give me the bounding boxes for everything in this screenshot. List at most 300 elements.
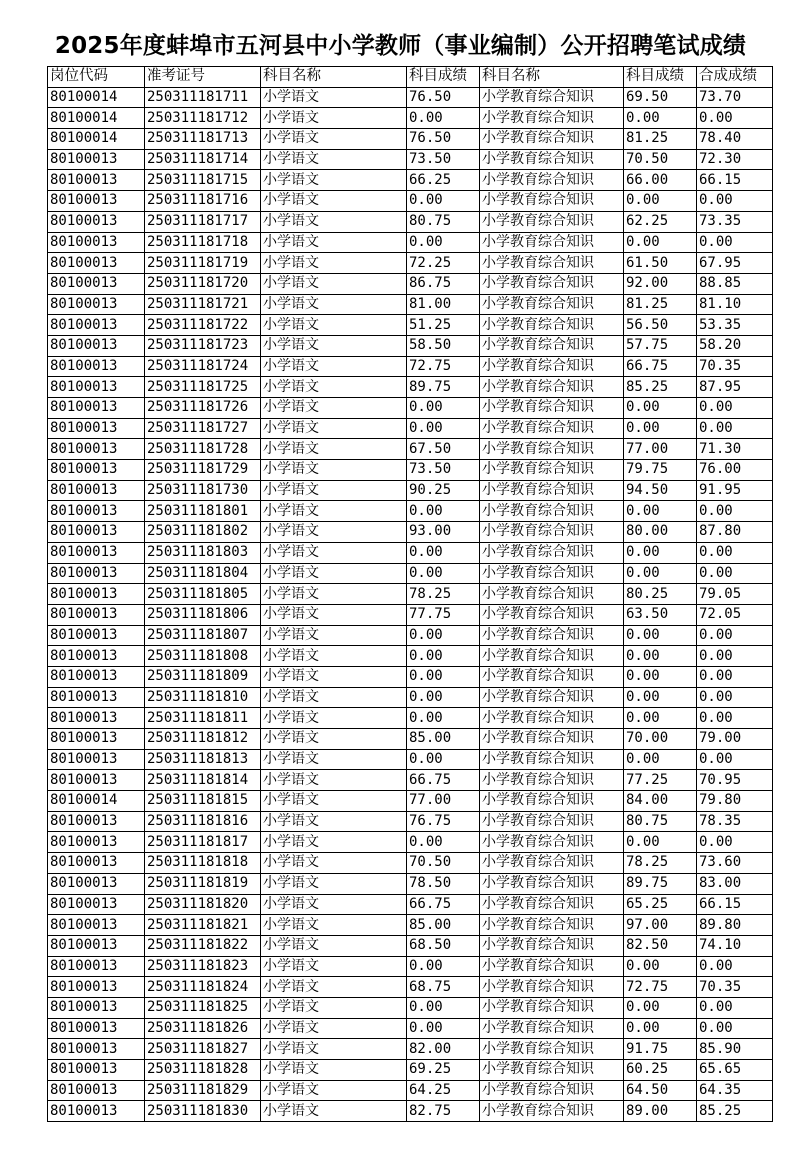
ticket-number-cell: 250311181711 xyxy=(145,87,261,108)
subject-name-1-cell: 小学语文 xyxy=(261,480,407,501)
subject-score-2-cell: 81.25 xyxy=(624,294,697,315)
subject-name-2-cell: 小学教育综合知识 xyxy=(480,977,624,998)
subject-score-1-cell: 58.50 xyxy=(407,335,480,356)
position-code-cell: 80100013 xyxy=(48,398,145,419)
ticket-number-cell: 250311181822 xyxy=(145,935,261,956)
subject-name-2-cell: 小学教育综合知识 xyxy=(480,687,624,708)
subject-score-2-cell: 62.25 xyxy=(624,211,697,232)
subject-name-1-cell: 小学语文 xyxy=(261,315,407,336)
subject-score-1-cell: 73.50 xyxy=(407,149,480,170)
subject-score-2-cell: 64.50 xyxy=(624,1080,697,1101)
table-row xyxy=(48,522,773,543)
table-row xyxy=(48,501,773,522)
subject-score-2-cell: 0.00 xyxy=(624,1018,697,1039)
subject-score-2-cell: 0.00 xyxy=(624,418,697,439)
composite-score-cell: 85.90 xyxy=(697,1039,773,1060)
header-position-code: 岗位代码 xyxy=(48,67,145,88)
subject-score-1-cell: 90.25 xyxy=(407,480,480,501)
position-code-cell: 80100013 xyxy=(48,439,145,460)
subject-name-1-cell: 小学语文 xyxy=(261,232,407,253)
table-row xyxy=(48,1101,773,1122)
subject-score-2-cell: 84.00 xyxy=(624,791,697,812)
ticket-number-cell: 250311181825 xyxy=(145,997,261,1018)
ticket-number-cell: 250311181721 xyxy=(145,294,261,315)
table-row xyxy=(48,935,773,956)
ticket-number-cell: 250311181806 xyxy=(145,604,261,625)
table-row xyxy=(48,915,773,936)
table-row xyxy=(48,129,773,150)
subject-score-1-cell: 0.00 xyxy=(407,542,480,563)
subject-name-2-cell: 小学教育综合知识 xyxy=(480,542,624,563)
subject-name-1-cell: 小学语文 xyxy=(261,1101,407,1122)
subject-name-2-cell: 小学教育综合知识 xyxy=(480,708,624,729)
ticket-number-cell: 250311181713 xyxy=(145,129,261,150)
subject-name-2-cell: 小学教育综合知识 xyxy=(480,666,624,687)
composite-score-cell: 91.95 xyxy=(697,480,773,501)
subject-name-1-cell: 小学语文 xyxy=(261,666,407,687)
subject-name-2-cell: 小学教育综合知识 xyxy=(480,563,624,584)
subject-name-2-cell: 小学教育综合知识 xyxy=(480,191,624,212)
subject-name-2-cell: 小学教育综合知识 xyxy=(480,418,624,439)
subject-name-2-cell: 小学教育综合知识 xyxy=(480,522,624,543)
ticket-number-cell: 250311181819 xyxy=(145,873,261,894)
position-code-cell: 80100013 xyxy=(48,708,145,729)
subject-score-2-cell: 0.00 xyxy=(624,501,697,522)
subject-name-2-cell: 小学教育综合知识 xyxy=(480,832,624,853)
subject-score-2-cell: 85.25 xyxy=(624,377,697,398)
subject-name-1-cell: 小学语文 xyxy=(261,294,407,315)
position-code-cell: 80100013 xyxy=(48,149,145,170)
subject-score-1-cell: 66.75 xyxy=(407,894,480,915)
subject-name-1-cell: 小学语文 xyxy=(261,687,407,708)
subject-name-1-cell: 小学语文 xyxy=(261,108,407,129)
composite-score-cell: 72.30 xyxy=(697,149,773,170)
ticket-number-cell: 250311181724 xyxy=(145,356,261,377)
subject-name-2-cell: 小学教育综合知识 xyxy=(480,439,624,460)
subject-score-2-cell: 70.50 xyxy=(624,149,697,170)
ticket-number-cell: 250311181820 xyxy=(145,894,261,915)
position-code-cell: 80100013 xyxy=(48,211,145,232)
subject-name-2-cell: 小学教育综合知识 xyxy=(480,625,624,646)
composite-score-cell: 76.00 xyxy=(697,460,773,481)
position-code-cell: 80100013 xyxy=(48,191,145,212)
subject-score-2-cell: 0.00 xyxy=(624,563,697,584)
table-row xyxy=(48,997,773,1018)
subject-score-1-cell: 0.00 xyxy=(407,687,480,708)
subject-score-1-cell: 66.25 xyxy=(407,170,480,191)
ticket-number-cell: 250311181807 xyxy=(145,625,261,646)
ticket-number-cell: 250311181730 xyxy=(145,480,261,501)
ticket-number-cell: 250311181718 xyxy=(145,232,261,253)
scores-table xyxy=(47,66,773,1122)
subject-name-2-cell: 小学教育综合知识 xyxy=(480,1060,624,1081)
composite-score-cell: 0.00 xyxy=(697,666,773,687)
subject-name-2-cell: 小学教育综合知识 xyxy=(480,294,624,315)
table-row xyxy=(48,687,773,708)
ticket-number-cell: 250311181824 xyxy=(145,977,261,998)
subject-score-1-cell: 86.75 xyxy=(407,273,480,294)
position-code-cell: 80100014 xyxy=(48,129,145,150)
header-subject-score-1: 科目成绩 xyxy=(407,67,480,88)
composite-score-cell: 0.00 xyxy=(697,646,773,667)
subject-name-1-cell: 小学语文 xyxy=(261,377,407,398)
table-row xyxy=(48,480,773,501)
subject-name-2-cell: 小学教育综合知识 xyxy=(480,273,624,294)
subject-name-2-cell: 小学教育综合知识 xyxy=(480,604,624,625)
subject-score-1-cell: 0.00 xyxy=(407,108,480,129)
subject-name-2-cell: 小学教育综合知识 xyxy=(480,460,624,481)
subject-score-2-cell: 0.00 xyxy=(624,997,697,1018)
ticket-number-cell: 250311181829 xyxy=(145,1080,261,1101)
subject-score-1-cell: 64.25 xyxy=(407,1080,480,1101)
subject-score-2-cell: 56.50 xyxy=(624,315,697,336)
ticket-number-cell: 250311181719 xyxy=(145,253,261,274)
composite-score-cell: 87.80 xyxy=(697,522,773,543)
composite-score-cell: 79.05 xyxy=(697,584,773,605)
subject-name-2-cell: 小学教育综合知识 xyxy=(480,935,624,956)
subject-score-1-cell: 0.00 xyxy=(407,501,480,522)
position-code-cell: 80100013 xyxy=(48,625,145,646)
position-code-cell: 80100013 xyxy=(48,666,145,687)
ticket-number-cell: 250311181728 xyxy=(145,439,261,460)
subject-score-1-cell: 78.25 xyxy=(407,584,480,605)
ticket-number-cell: 250311181712 xyxy=(145,108,261,129)
ticket-number-cell: 250311181715 xyxy=(145,170,261,191)
ticket-number-cell: 250311181803 xyxy=(145,542,261,563)
table-row xyxy=(48,1039,773,1060)
table-row xyxy=(48,211,773,232)
composite-score-cell: 64.35 xyxy=(697,1080,773,1101)
ticket-number-cell: 250311181826 xyxy=(145,1018,261,1039)
subject-score-1-cell: 73.50 xyxy=(407,460,480,481)
composite-score-cell: 72.05 xyxy=(697,604,773,625)
subject-score-2-cell: 69.50 xyxy=(624,87,697,108)
table-row xyxy=(48,666,773,687)
subject-name-1-cell: 小学语文 xyxy=(261,149,407,170)
subject-score-1-cell: 70.50 xyxy=(407,853,480,874)
table-row xyxy=(48,253,773,274)
subject-name-2-cell: 小学教育综合知识 xyxy=(480,129,624,150)
composite-score-cell: 67.95 xyxy=(697,253,773,274)
subject-score-1-cell: 76.75 xyxy=(407,811,480,832)
position-code-cell: 80100013 xyxy=(48,377,145,398)
position-code-cell: 80100013 xyxy=(48,894,145,915)
subject-name-2-cell: 小学教育综合知识 xyxy=(480,211,624,232)
table-row xyxy=(48,791,773,812)
ticket-number-cell: 250311181729 xyxy=(145,460,261,481)
subject-name-1-cell: 小学语文 xyxy=(261,625,407,646)
ticket-number-cell: 250311181813 xyxy=(145,749,261,770)
subject-name-1-cell: 小学语文 xyxy=(261,646,407,667)
composite-score-cell: 53.35 xyxy=(697,315,773,336)
subject-score-2-cell: 60.25 xyxy=(624,1060,697,1081)
subject-score-2-cell: 66.00 xyxy=(624,170,697,191)
subject-name-1-cell: 小学语文 xyxy=(261,87,407,108)
table-row xyxy=(48,356,773,377)
subject-name-1-cell: 小学语文 xyxy=(261,418,407,439)
position-code-cell: 80100013 xyxy=(48,460,145,481)
subject-name-2-cell: 小学教育综合知识 xyxy=(480,149,624,170)
subject-score-2-cell: 81.25 xyxy=(624,129,697,150)
ticket-number-cell: 250311181717 xyxy=(145,211,261,232)
composite-score-cell: 0.00 xyxy=(697,997,773,1018)
position-code-cell: 80100013 xyxy=(48,1101,145,1122)
position-code-cell: 80100013 xyxy=(48,749,145,770)
ticket-number-cell: 250311181809 xyxy=(145,666,261,687)
subject-score-2-cell: 89.00 xyxy=(624,1101,697,1122)
subject-name-1-cell: 小学语文 xyxy=(261,460,407,481)
subject-score-1-cell: 66.75 xyxy=(407,770,480,791)
subject-score-2-cell: 0.00 xyxy=(624,666,697,687)
composite-score-cell: 79.00 xyxy=(697,729,773,750)
subject-score-1-cell: 85.00 xyxy=(407,729,480,750)
subject-name-2-cell: 小学教育综合知识 xyxy=(480,749,624,770)
position-code-cell: 80100013 xyxy=(48,687,145,708)
composite-score-cell: 0.00 xyxy=(697,232,773,253)
composite-score-cell: 79.80 xyxy=(697,791,773,812)
position-code-cell: 80100013 xyxy=(48,770,145,791)
subject-name-1-cell: 小学语文 xyxy=(261,129,407,150)
subject-name-2-cell: 小学教育综合知识 xyxy=(480,915,624,936)
subject-name-2-cell: 小学教育综合知识 xyxy=(480,480,624,501)
subject-name-1-cell: 小学语文 xyxy=(261,708,407,729)
subject-score-1-cell: 0.00 xyxy=(407,398,480,419)
composite-score-cell: 0.00 xyxy=(697,542,773,563)
subject-score-1-cell: 76.50 xyxy=(407,129,480,150)
subject-score-2-cell: 0.00 xyxy=(624,232,697,253)
subject-name-2-cell: 小学教育综合知识 xyxy=(480,170,624,191)
table-row xyxy=(48,1018,773,1039)
table-row xyxy=(48,335,773,356)
table-row xyxy=(48,584,773,605)
subject-score-1-cell: 77.00 xyxy=(407,791,480,812)
table-row xyxy=(48,273,773,294)
composite-score-cell: 71.30 xyxy=(697,439,773,460)
composite-score-cell: 0.00 xyxy=(697,708,773,729)
subject-score-2-cell: 0.00 xyxy=(624,191,697,212)
subject-score-1-cell: 0.00 xyxy=(407,1018,480,1039)
table-row xyxy=(48,770,773,791)
subject-score-1-cell: 72.25 xyxy=(407,253,480,274)
position-code-cell: 80100013 xyxy=(48,232,145,253)
subject-score-1-cell: 0.00 xyxy=(407,708,480,729)
table-row xyxy=(48,894,773,915)
header-subject-name-1: 科目名称 xyxy=(261,67,407,88)
subject-name-2-cell: 小学教育综合知识 xyxy=(480,873,624,894)
ticket-number-cell: 250311181818 xyxy=(145,853,261,874)
subject-name-1-cell: 小学语文 xyxy=(261,191,407,212)
subject-score-2-cell: 0.00 xyxy=(624,687,697,708)
subject-name-2-cell: 小学教育综合知识 xyxy=(480,108,624,129)
subject-name-1-cell: 小学语文 xyxy=(261,563,407,584)
subject-score-2-cell: 94.50 xyxy=(624,480,697,501)
subject-score-1-cell: 0.00 xyxy=(407,625,480,646)
composite-score-cell: 87.95 xyxy=(697,377,773,398)
position-code-cell: 80100014 xyxy=(48,87,145,108)
position-code-cell: 80100013 xyxy=(48,584,145,605)
position-code-cell: 80100013 xyxy=(48,418,145,439)
subject-name-1-cell: 小学语文 xyxy=(261,873,407,894)
subject-name-2-cell: 小学教育综合知识 xyxy=(480,232,624,253)
subject-score-2-cell: 89.75 xyxy=(624,873,697,894)
subject-score-1-cell: 77.75 xyxy=(407,604,480,625)
subject-score-2-cell: 0.00 xyxy=(624,832,697,853)
subject-name-1-cell: 小学语文 xyxy=(261,853,407,874)
table-row xyxy=(48,149,773,170)
ticket-number-cell: 250311181726 xyxy=(145,398,261,419)
composite-score-cell: 81.10 xyxy=(697,294,773,315)
subject-score-2-cell: 80.25 xyxy=(624,584,697,605)
composite-score-cell: 0.00 xyxy=(697,749,773,770)
position-code-cell: 80100014 xyxy=(48,791,145,812)
subject-name-1-cell: 小学语文 xyxy=(261,935,407,956)
ticket-number-cell: 250311181722 xyxy=(145,315,261,336)
subject-name-1-cell: 小学语文 xyxy=(261,335,407,356)
subject-name-2-cell: 小学教育综合知识 xyxy=(480,1080,624,1101)
table-row xyxy=(48,749,773,770)
ticket-number-cell: 250311181827 xyxy=(145,1039,261,1060)
subject-score-2-cell: 0.00 xyxy=(624,708,697,729)
table-body xyxy=(48,87,773,1121)
position-code-cell: 80100013 xyxy=(48,997,145,1018)
subject-name-1-cell: 小学语文 xyxy=(261,501,407,522)
subject-name-2-cell: 小学教育综合知识 xyxy=(480,729,624,750)
table-row xyxy=(48,977,773,998)
table-row xyxy=(48,1060,773,1081)
subject-score-2-cell: 79.75 xyxy=(624,460,697,481)
subject-score-1-cell: 0.00 xyxy=(407,997,480,1018)
subject-score-2-cell: 77.25 xyxy=(624,770,697,791)
subject-score-2-cell: 78.25 xyxy=(624,853,697,874)
table-row xyxy=(48,315,773,336)
subject-score-2-cell: 0.00 xyxy=(624,749,697,770)
ticket-number-cell: 250311181828 xyxy=(145,1060,261,1081)
subject-name-1-cell: 小学语文 xyxy=(261,770,407,791)
subject-score-2-cell: 0.00 xyxy=(624,646,697,667)
subject-score-1-cell: 51.25 xyxy=(407,315,480,336)
subject-name-2-cell: 小学教育综合知识 xyxy=(480,87,624,108)
ticket-number-cell: 250311181810 xyxy=(145,687,261,708)
table-row xyxy=(48,398,773,419)
composite-score-cell: 0.00 xyxy=(697,563,773,584)
composite-score-cell: 0.00 xyxy=(697,687,773,708)
subject-name-1-cell: 小学语文 xyxy=(261,170,407,191)
subject-score-2-cell: 82.50 xyxy=(624,935,697,956)
composite-score-cell: 0.00 xyxy=(697,832,773,853)
subject-score-1-cell: 0.00 xyxy=(407,646,480,667)
subject-name-2-cell: 小学教育综合知识 xyxy=(480,356,624,377)
subject-name-1-cell: 小学语文 xyxy=(261,584,407,605)
composite-score-cell: 73.70 xyxy=(697,87,773,108)
subject-name-1-cell: 小学语文 xyxy=(261,1080,407,1101)
table-row xyxy=(48,170,773,191)
table-row xyxy=(48,956,773,977)
position-code-cell: 80100013 xyxy=(48,604,145,625)
ticket-number-cell: 250311181802 xyxy=(145,522,261,543)
position-code-cell: 80100013 xyxy=(48,1080,145,1101)
position-code-cell: 80100013 xyxy=(48,1039,145,1060)
ticket-number-cell: 250311181808 xyxy=(145,646,261,667)
table-row xyxy=(48,418,773,439)
table-header-row xyxy=(48,67,773,88)
position-code-cell: 80100013 xyxy=(48,480,145,501)
position-code-cell: 80100013 xyxy=(48,356,145,377)
ticket-number-cell: 250311181727 xyxy=(145,418,261,439)
position-code-cell: 80100013 xyxy=(48,956,145,977)
table-row xyxy=(48,832,773,853)
subject-score-2-cell: 80.75 xyxy=(624,811,697,832)
table-row xyxy=(48,811,773,832)
position-code-cell: 80100013 xyxy=(48,935,145,956)
ticket-number-cell: 250311181723 xyxy=(145,335,261,356)
header-subject-score-2: 科目成绩 xyxy=(624,67,697,88)
subject-name-2-cell: 小学教育综合知识 xyxy=(480,1101,624,1122)
table-row xyxy=(48,439,773,460)
subject-score-1-cell: 82.75 xyxy=(407,1101,480,1122)
subject-name-2-cell: 小学教育综合知识 xyxy=(480,811,624,832)
table-row xyxy=(48,377,773,398)
composite-score-cell: 0.00 xyxy=(697,1018,773,1039)
subject-name-2-cell: 小学教育综合知识 xyxy=(480,853,624,874)
table-row xyxy=(48,873,773,894)
subject-name-2-cell: 小学教育综合知识 xyxy=(480,646,624,667)
composite-score-cell: 0.00 xyxy=(697,191,773,212)
table-row xyxy=(48,563,773,584)
page-title: 2025年度蚌埠市五河县中小学教师（事业编制）公开招聘笔试成绩 xyxy=(54,33,747,59)
subject-score-1-cell: 0.00 xyxy=(407,956,480,977)
subject-name-1-cell: 小学语文 xyxy=(261,439,407,460)
subject-score-2-cell: 97.00 xyxy=(624,915,697,936)
subject-name-2-cell: 小学教育综合知识 xyxy=(480,1039,624,1060)
subject-name-1-cell: 小学语文 xyxy=(261,791,407,812)
subject-name-1-cell: 小学语文 xyxy=(261,253,407,274)
ticket-number-cell: 250311181725 xyxy=(145,377,261,398)
subject-name-1-cell: 小学语文 xyxy=(261,729,407,750)
subject-name-2-cell: 小学教育综合知识 xyxy=(480,791,624,812)
subject-score-1-cell: 85.00 xyxy=(407,915,480,936)
ticket-number-cell: 250311181817 xyxy=(145,832,261,853)
subject-name-1-cell: 小学语文 xyxy=(261,832,407,853)
ticket-number-cell: 250311181815 xyxy=(145,791,261,812)
position-code-cell: 80100013 xyxy=(48,646,145,667)
table-row xyxy=(48,1080,773,1101)
position-code-cell: 80100013 xyxy=(48,273,145,294)
subject-name-2-cell: 小学教育综合知识 xyxy=(480,377,624,398)
composite-score-cell: 73.35 xyxy=(697,211,773,232)
ticket-number-cell: 250311181823 xyxy=(145,956,261,977)
composite-score-cell: 0.00 xyxy=(697,956,773,977)
subject-name-2-cell: 小学教育综合知识 xyxy=(480,398,624,419)
position-code-cell: 80100013 xyxy=(48,1018,145,1039)
table-row xyxy=(48,460,773,481)
subject-score-2-cell: 0.00 xyxy=(624,398,697,419)
subject-name-2-cell: 小学教育综合知识 xyxy=(480,1018,624,1039)
subject-score-1-cell: 93.00 xyxy=(407,522,480,543)
subject-name-2-cell: 小学教育综合知识 xyxy=(480,501,624,522)
composite-score-cell: 78.40 xyxy=(697,129,773,150)
position-code-cell: 80100013 xyxy=(48,729,145,750)
position-code-cell: 80100013 xyxy=(48,832,145,853)
composite-score-cell: 74.10 xyxy=(697,935,773,956)
ticket-number-cell: 250311181805 xyxy=(145,584,261,605)
table-row xyxy=(48,646,773,667)
composite-score-cell: 0.00 xyxy=(697,398,773,419)
subject-score-1-cell: 0.00 xyxy=(407,191,480,212)
subject-name-1-cell: 小学语文 xyxy=(261,211,407,232)
composite-score-cell: 0.00 xyxy=(697,108,773,129)
subject-score-1-cell: 0.00 xyxy=(407,232,480,253)
position-code-cell: 80100013 xyxy=(48,1060,145,1081)
